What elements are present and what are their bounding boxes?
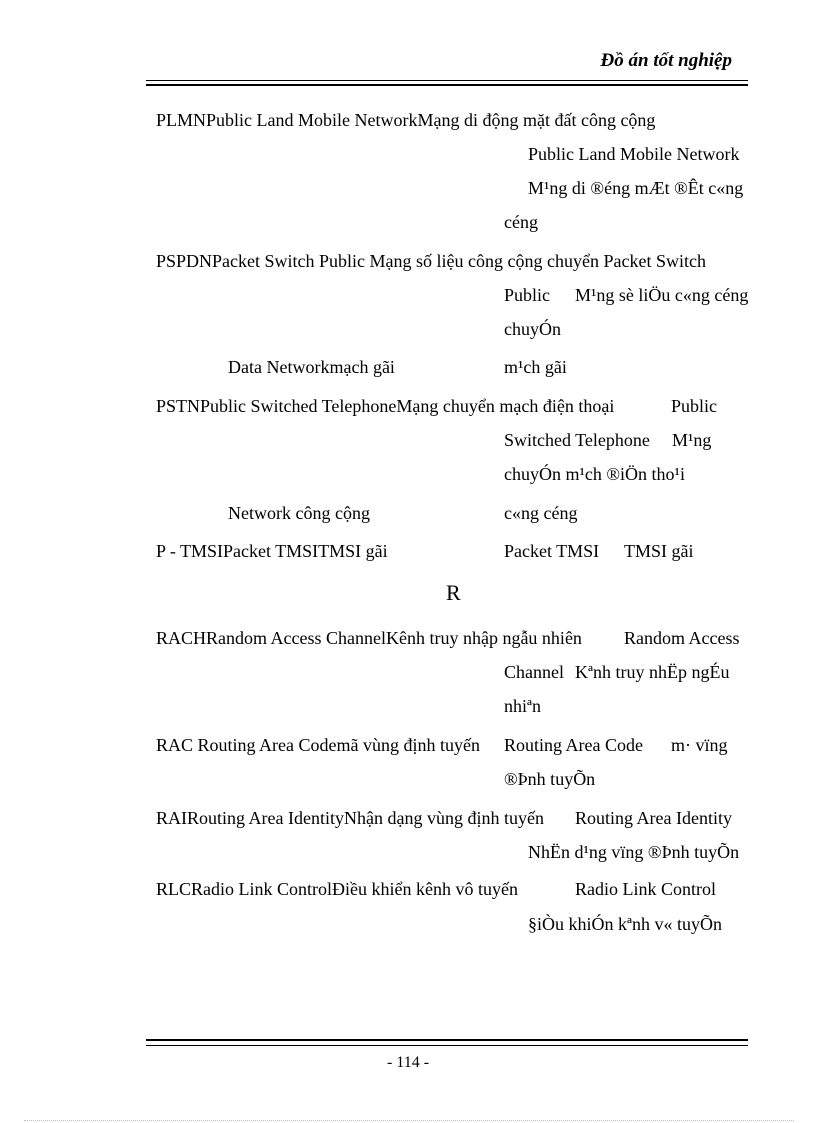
glossary-line: ®Þnh tuyÕn [504,769,596,789]
glossary-line: NhËn d¹ng vïng ®Þnh tuyÕn [528,842,740,862]
glossary-line: Switched Telephone [504,430,650,450]
glossary-line: Public [504,285,551,305]
footer-rule-top [146,1039,748,1041]
glossary-line: RLCRadio Link ControlĐiều khiển kênh vô tuyến [156,879,518,899]
header-rule-top [146,80,748,81]
glossary-line: céng [504,212,538,232]
glossary-line: Data Networkmạch gãi [228,357,395,377]
glossary-line: Public Land Mobile Network [528,144,740,164]
glossary-line: Routing Area Code [504,735,643,755]
glossary-line: RACHRandom Access ChannelKênh truy nhập ngẫu nhiên [156,628,582,648]
glossary-line: PLMNPublic Land Mobile NetworkMạng di động mặt đất công cộng [156,110,656,130]
glossary-line: Channel [504,662,564,682]
glossary-line: M¹ng sè liÖu c«ng céng [575,285,749,305]
glossary-line: Radio Link Control [575,879,716,899]
glossary-line: chuyÓn m¹ch ®iÖn tho¹i [504,464,685,484]
glossary-line: nhiªn [504,696,541,716]
glossary-line: Packet TMSI [504,541,600,561]
footer-rule-bottom [146,1045,748,1046]
glossary-line: M¹ng [672,430,712,450]
glossary-line: m¹ch gãi [504,357,567,377]
running-header-title: Đồ án tốt nghiệp [600,50,732,71]
glossary-line: Random Access [624,628,740,648]
page-number: - 114 - [386,1054,430,1071]
glossary-line: RAIRouting Area IdentityNhận dạng vùng định tuyến [156,808,544,828]
glossary-line: Routing Area Identity [575,808,732,828]
page-edge-dots [24,1120,794,1121]
glossary-line: PSTNPublic Switched TelephoneMạng chuyển mạch điện thoại [156,396,615,416]
glossary-line: §iÒu khiÓn kªnh v« tuyÕn [528,914,722,934]
glossary-line: m· vïng [671,735,728,755]
glossary-line: Public [671,396,718,416]
glossary-line: RAC Routing Area Codemã vùng định tuyến [156,735,480,755]
glossary-line: P - TMSIPacket TMSITMSI gãi [156,541,388,561]
glossary-line: PSPDNPacket Switch Public Mạng số liệu công cộng chuyển Packet Switch [156,251,706,271]
glossary-line: chuyÓn [504,319,561,339]
section-letter: R [446,580,461,605]
header-rule-bottom [146,84,748,86]
glossary-line: M¹ng di ®éng mÆt ®Êt c«ng [528,178,744,198]
glossary-line: Kªnh truy nhËp ngÉu [575,662,730,682]
glossary-line: c«ng céng [504,503,578,523]
glossary-line: TMSI gãi [624,541,694,561]
glossary-line: Network công cộng [228,503,370,523]
